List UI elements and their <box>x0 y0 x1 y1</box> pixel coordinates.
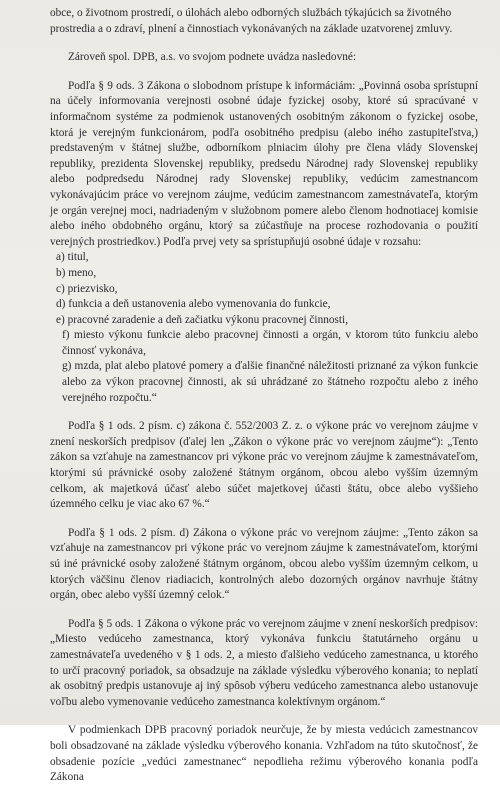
closing-paragraph: V podmienkach DPB pracovný poriadok neurčuje, že by miesta vedúcich zamestnancov boli obsadzované na základe výsledku výberového konania. Vzhľadom na túto skutočnosť, že obsadenie pozície „vedúci zamestnanec“ nepodlieha režimu výberového konania podľa Zákona <box>50 724 478 784</box>
list-item: c) priezvisko, <box>56 282 118 295</box>
list-item: g) mzda, plat alebo platové pomery a ďalšie finančné náležitosti priznané za výkon funkcie alebo za výkon pracovnej činnosti, ak sú uhrádzané zo štátneho rozpočtu alebo z iného verejného rozpočtu.“ <box>62 360 478 404</box>
list-item: b) meno, <box>56 266 97 279</box>
paragraph-section-1-2d: Podľa § 1 ods. 2 písm. d) Zákona o výkone prác vo verejnom záujme: „Tento zákon sa vzťahuje na zamestnancov pri výkone prác vo verejnom záujme k zamestnávateľom, ktorými sú iné právnické osoby založené štátnym orgánom, obcou alebo vyšším územným celkom, u ktorých väčšinu členov riadiacich, kontrolných alebo dozorných orgánov navrhuje štátny orgán, obec alebo vyšší územný celok.“ <box>50 526 478 602</box>
intro-line-1: obce, o životnom prostredí, o úlohách alebo odborných službách týkajúcich sa životného <box>50 7 452 19</box>
paragraph-section-1-2c: Podľa § 1 ods. 2 písm. c) zákona č. 552/2003 Z. z. o výkone prác vo verejnom záujme v znení neskorších predpisov (ďalej len „Zákon o výkone prác vo verejnom záujme“): „Tento zákon sa vzťahuje na zamestnancov pri výkone prác vo verejnom záujme k zamestnávateľom, ktorými sú právnické osoby založené štátnym orgánom, obcou alebo vyšším územným celkom, ak majetková účasť alebo súčet majetkovej účasti štátu, obce alebo vyššieho územného celku je viac ako 67 %.“ <box>50 420 478 511</box>
list-item: d) funkcia a deň ustanovenia alebo vymenovania do funkcie, <box>56 298 331 311</box>
list-item: a) titul, <box>56 251 89 264</box>
intro-line-2: prostredia a o zdraví, plnení a činnostiach vykonávaných na základe uzatvorenej zmluvy. <box>50 22 453 35</box>
paragraph-section-5-1: Podľa § 5 ods. 1 Zákona o výkone prác vo verejnom záujme v znení neskorších predpisov: „Miesto vedúceho zamestnanca, ktorý vykonáva funkciu štatutárneho orgánu u zamestnávateľa uvedeného v § 1 ods. 2, a miesto ďalšieho vedúceho zamestnanca, u ktorého to určí pracovný poriadok, sa obsadzuje na základe výsledku výberového konania; to neplatí ak osobitný predpis ustanovuje aj iný spôsob výberu vedúceho zamestnanca alebo ustanovuje voľbu alebo vymenovanie vedúceho zamestnanca kolektívnym orgánom.“ <box>50 617 478 708</box>
list-item: f) miesto výkonu funkcie alebo pracovnej činnosti a orgán, v ktorom túto funkciu alebo činnosť vykonáva, <box>62 329 478 357</box>
personal-data-list <box>50 250 478 406</box>
statement-paragraph: Zároveň spol. DPB, a.s. vo svojom podnete uvádza nasledovné: <box>68 51 357 64</box>
list-item: e) pracovné zaradenie a deň začiatku výkonu pracovnej činnosti, <box>56 313 349 326</box>
paragraph-section-9: Podľa § 9 ods. 3 Zákona o slobodnom prístupe k informáciám: „Povinná osoba sprístupní na účely informovania verejnosti osobné údaje fyzickej osoby, ktoré sú spracúvané v informačnom systéme za podmienok ustanovených osobitným zákonom o fyzickej osobe, ktorá je verejným funkcionárom, podľa osobitného predpisu (alebo iného zastupiteľstva,) predstaveným v štátnej službe, odborníkom plniacim úlohy pre člena vlády Slovenskej republiky, prezidenta Slovenskej republiky, predsedu Národnej rady Slovenskej republiky alebo podpredsedu Národnej rady Slovenskej republiky, vedúcim zamestnancom vykonávajúcim práce vo verejnom záujme, vedúcim zamestnancom zamestnávateľa, ktorým je orgán verejnej moci, nadriadeným v služobnom pomere alebo členom hodnotiacej komisie alebo iného obdobného orgánu, ktorý sa zúčastňuje na procese rozhodovania o použití verejných prostriedkov.) Podľa prvej vety sa sprístupňujú osobné údaje v rozsahu: <box>50 79 478 248</box>
